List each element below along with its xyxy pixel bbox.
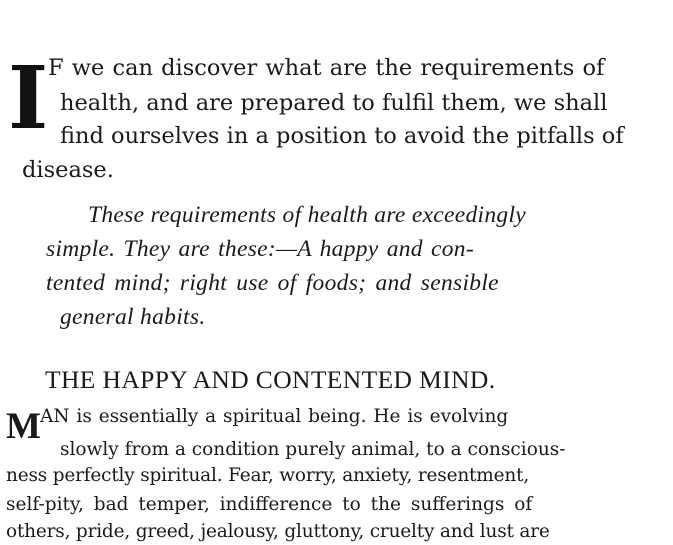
quote-line: simple. They are these:—A happy and con-: [46, 236, 474, 262]
paragraph-line: health, and are prepared to fulfil them, we shall: [60, 90, 608, 116]
section-heading: THE HAPPY AND CONTENTED MIND.: [45, 365, 496, 394]
paragraph-line: F we can discover what are the requirements of: [48, 55, 605, 81]
paragraph-line: slowly from a condition purely animal, to a conscious-: [60, 439, 566, 460]
quote-line: These requirements of health are exceedingly: [88, 202, 527, 228]
paragraph-line: disease.: [22, 157, 114, 183]
drop-cap-i: I: [8, 48, 49, 149]
quote-line: general habits.: [60, 304, 206, 330]
drop-cap-m: M: [6, 406, 41, 447]
paragraph-line: find ourselves in a position to avoid the pitfalls of: [60, 123, 624, 149]
paragraph-line: self-pity, bad temper, indifference to the sufferings of: [6, 494, 533, 515]
quote-line: tented mind; right use of foods; and sensible: [46, 270, 499, 296]
paragraph-line: ness perfectly spiritual. Fear, worry, anxiety, resentment,: [6, 465, 530, 486]
paragraph-line: others, pride, greed, jealousy, gluttony, cruelty and lust are: [6, 521, 550, 542]
paragraph-line: AN is essentially a spiritual being. He is evolving: [40, 406, 509, 427]
